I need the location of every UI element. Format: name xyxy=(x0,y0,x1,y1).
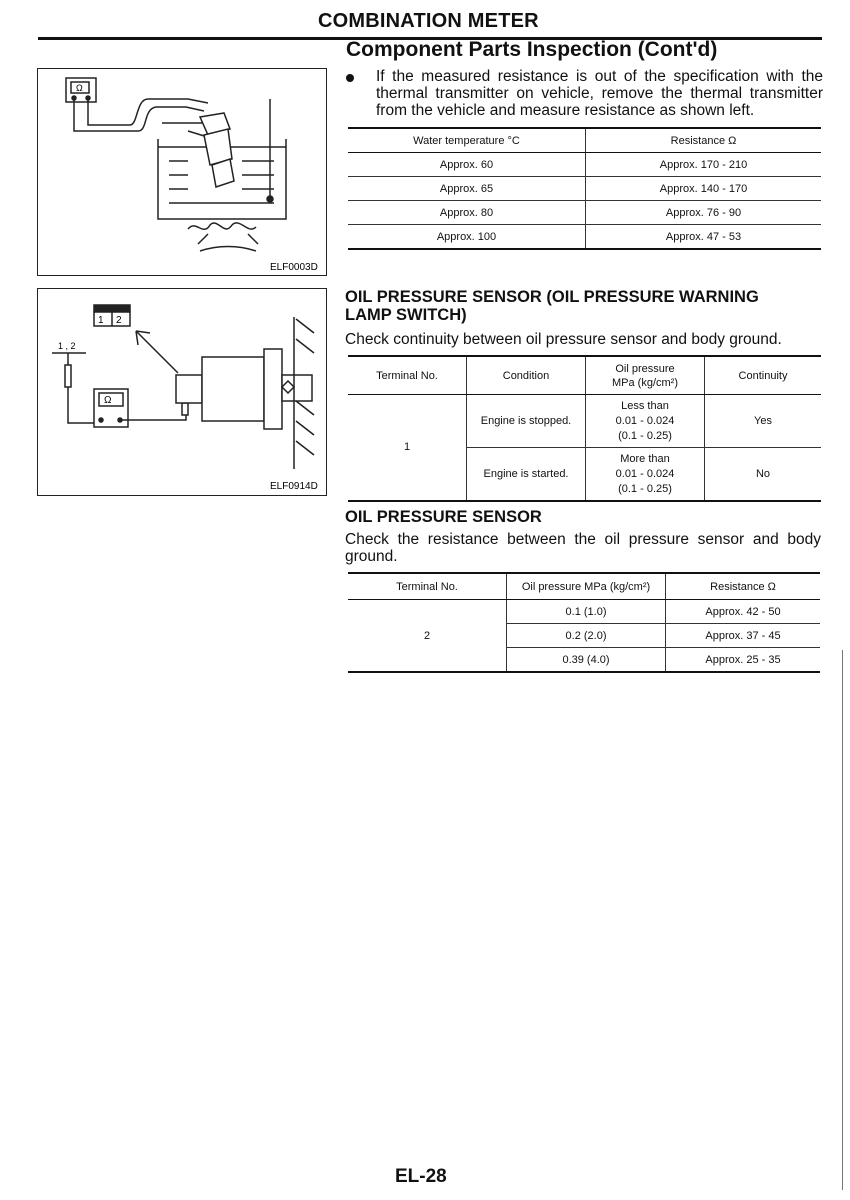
oil-pressure-switch-continuity-table xyxy=(348,355,821,502)
continuity-cell: No xyxy=(755,467,771,480)
table-header: Continuity xyxy=(705,356,822,395)
table-cell: 0.2 (2.0) xyxy=(507,624,666,648)
table-header: Resistance Ω xyxy=(666,573,821,600)
table-cell: Approx. 140 - 170 xyxy=(586,177,822,201)
pressure-line: Less than xyxy=(621,399,669,412)
table-cell: 0.39 (4.0) xyxy=(507,648,666,673)
table-row xyxy=(348,600,820,624)
pressure-line: (0.1 - 0.25) xyxy=(618,482,672,495)
table-row xyxy=(348,225,821,250)
ohmmeter-icon: Ω xyxy=(76,83,83,93)
table-cell: Approx. 76 - 90 xyxy=(586,201,822,225)
condition-cell: Engine is stopped. xyxy=(467,395,586,448)
table-cell: Approx. 170 - 210 xyxy=(586,153,822,177)
table-cell: Approx. 42 - 50 xyxy=(666,600,821,624)
bullet-icon xyxy=(346,74,354,82)
table-cell: Approx. 100 xyxy=(348,225,586,250)
oil-pressure-sensor-resistance-table xyxy=(348,572,820,673)
thermal-transmitter-diagram xyxy=(38,69,326,275)
thermal-transmitter-figure xyxy=(37,68,327,276)
continuity-cell: Yes xyxy=(705,395,822,448)
table-header: Condition xyxy=(467,356,586,395)
table-cell: Approx. 65 xyxy=(348,177,586,201)
heading-line: LAMP SWITCH) xyxy=(345,306,467,324)
header-line: MPa (kg/cm²) xyxy=(612,376,678,389)
ohmmeter-icon: Ω xyxy=(104,395,112,406)
water-temperature-resistance-table xyxy=(348,127,821,250)
header-line: Oil pressure xyxy=(615,362,675,375)
pressure-line: 0.01 - 0.024 xyxy=(615,414,675,427)
thermal-transmitter-instruction: If the measured resistance is out of the specification with the thermal transmitter on vehicle, remove the thermal transmitter from the vehicle and measure resistance as shown left. xyxy=(376,68,823,119)
pressure-cell xyxy=(586,395,705,448)
table-row xyxy=(348,153,821,177)
table-cell: Approx. 80 xyxy=(348,201,586,225)
table-row xyxy=(348,395,821,448)
scan-edge-line xyxy=(842,650,843,1190)
table-row xyxy=(348,201,821,225)
table-header: Terminal No. xyxy=(348,356,467,395)
table-cell: 0.1 (1.0) xyxy=(507,600,666,624)
oil-pressure-sensor-figure xyxy=(37,288,327,496)
pressure-line: 0.01 - 0.024 xyxy=(615,467,675,480)
condition-cell: Engine is started. xyxy=(467,448,586,502)
pressure-line: More than xyxy=(620,452,670,465)
table-cell: Approx. 47 - 53 xyxy=(665,230,742,243)
table-header: Resistance Ω xyxy=(586,128,822,153)
table-header: Water temperature °C xyxy=(348,128,586,153)
section-title: COMBINATION METER xyxy=(318,10,539,32)
connector-terminal-1: 1 xyxy=(98,315,104,326)
pressure-cell xyxy=(586,448,705,502)
terminal-cell: 2 xyxy=(348,600,507,673)
table-header xyxy=(586,356,705,395)
connector-terminal-2: 2 xyxy=(116,315,122,326)
page-subtitle: Component Parts Inspection (Cont'd) xyxy=(346,38,718,61)
figure-code-label: ELF0914D xyxy=(270,481,318,492)
oil-pressure-sensor-instruction: Check the resistance between the oil pressure sensor and body ground. xyxy=(345,531,821,565)
oil-pressure-sensor-heading: OIL PRESSURE SENSOR xyxy=(345,508,542,526)
table-header: Terminal No. xyxy=(348,573,507,600)
oil-pressure-sensor-diagram xyxy=(38,289,326,495)
heading-line: OIL PRESSURE SENSOR (OIL PRESSURE WARNING xyxy=(345,288,759,306)
table-header: Oil pressure MPa (kg/cm²) xyxy=(507,573,666,600)
table-row xyxy=(348,177,821,201)
terminal-cell: 1 xyxy=(348,395,467,502)
table-cell: Approx. 60 xyxy=(348,153,586,177)
oil-pressure-switch-heading xyxy=(345,288,759,324)
oil-pressure-switch-instruction: Check continuity between oil pressure sensor and body ground. xyxy=(345,331,782,348)
page-number: EL-28 xyxy=(395,1166,447,1187)
table-cell: Approx. 37 - 45 xyxy=(666,624,821,648)
figure-code-label: ELF0003D xyxy=(270,262,318,273)
pressure-line: (0.1 - 0.25) xyxy=(618,429,672,442)
terminal-pointer-label: 1 , 2 xyxy=(58,341,76,351)
table-cell: Approx. 25 - 35 xyxy=(705,653,781,666)
